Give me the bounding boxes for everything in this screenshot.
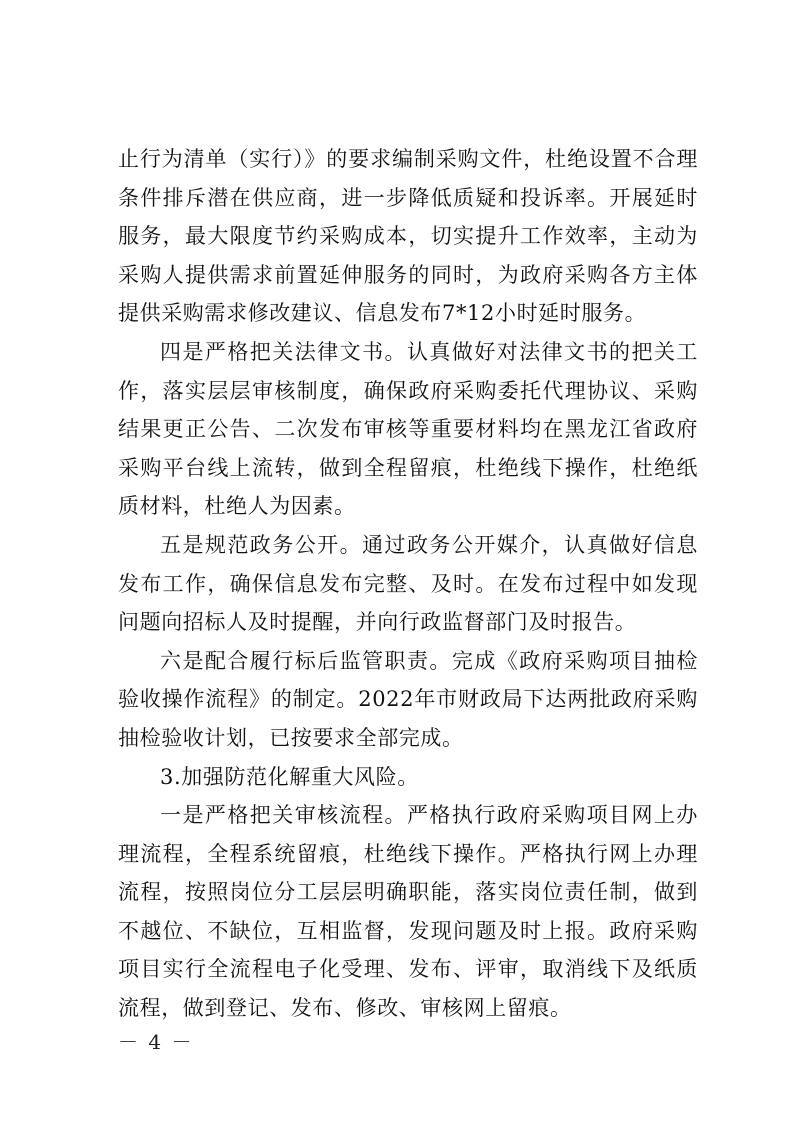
document-body [118, 140, 698, 1028]
paragraph-item-5-government-affairs: 五是规范政务公开。通过政务公开媒介，认真做好信息发布工作，确保信息发布完整、及时。在发布过程中如发现问题向招标人及时提醒，并向行政监督部门及时报告。 [118, 532, 698, 635]
paragraph-continuation: 止行为清单（实行）》的要求编制采购文件，杜绝设置不合理条件排斥潜在供应商，进一步降低质疑和投诉率。开展延时服务，最大限度节约采购成本，切实提升工作效率，主动为采购人提供需求前置延伸服务的同时，为政府采购各方主体提供采购需求修改建议、信息发布7*12小时延时服务。 [118, 147, 698, 326]
paragraph-item-1-review-process: 一是严格把关审核流程。严格执行政府采购项目网上办理流程，全程系统留痕，杜绝线下操作。严格执行网上办理流程，按照岗位分工层层明确职能，落实岗位责任制，做到不越位、不缺位，互相监督，发现问题及时上报。政府采购项目实行全流程电子化受理、发布、评审，取消线下及纸质流程，做到登记、发布、修改、审核网上留痕。 [118, 803, 698, 1021]
paragraph-item-4-legal-documents: 四是严格把关法律文书。认真做好对法律文书的把关工作，落实层层审核制度，确保政府采购委托代理协议、采购结果更正公告、二次发布审核等重要材料均在黑龙江省政府采购平台线上流转，做到全程留痕，杜绝线下操作，杜绝纸质材料，杜绝人为因素。 [118, 339, 698, 519]
section-heading-risk-prevention: 3.加强防范化解重大风险。 [160, 764, 419, 789]
paragraph-item-6-supervision: 六是配合履行标后监管职责。完成《政府采购项目抽检验收操作流程》的制定。2022年市财政局下达两批政府采购抽检验收计划，已按要求全部完成。 [118, 648, 698, 750]
page-number: － 4 － [118, 1030, 194, 1054]
